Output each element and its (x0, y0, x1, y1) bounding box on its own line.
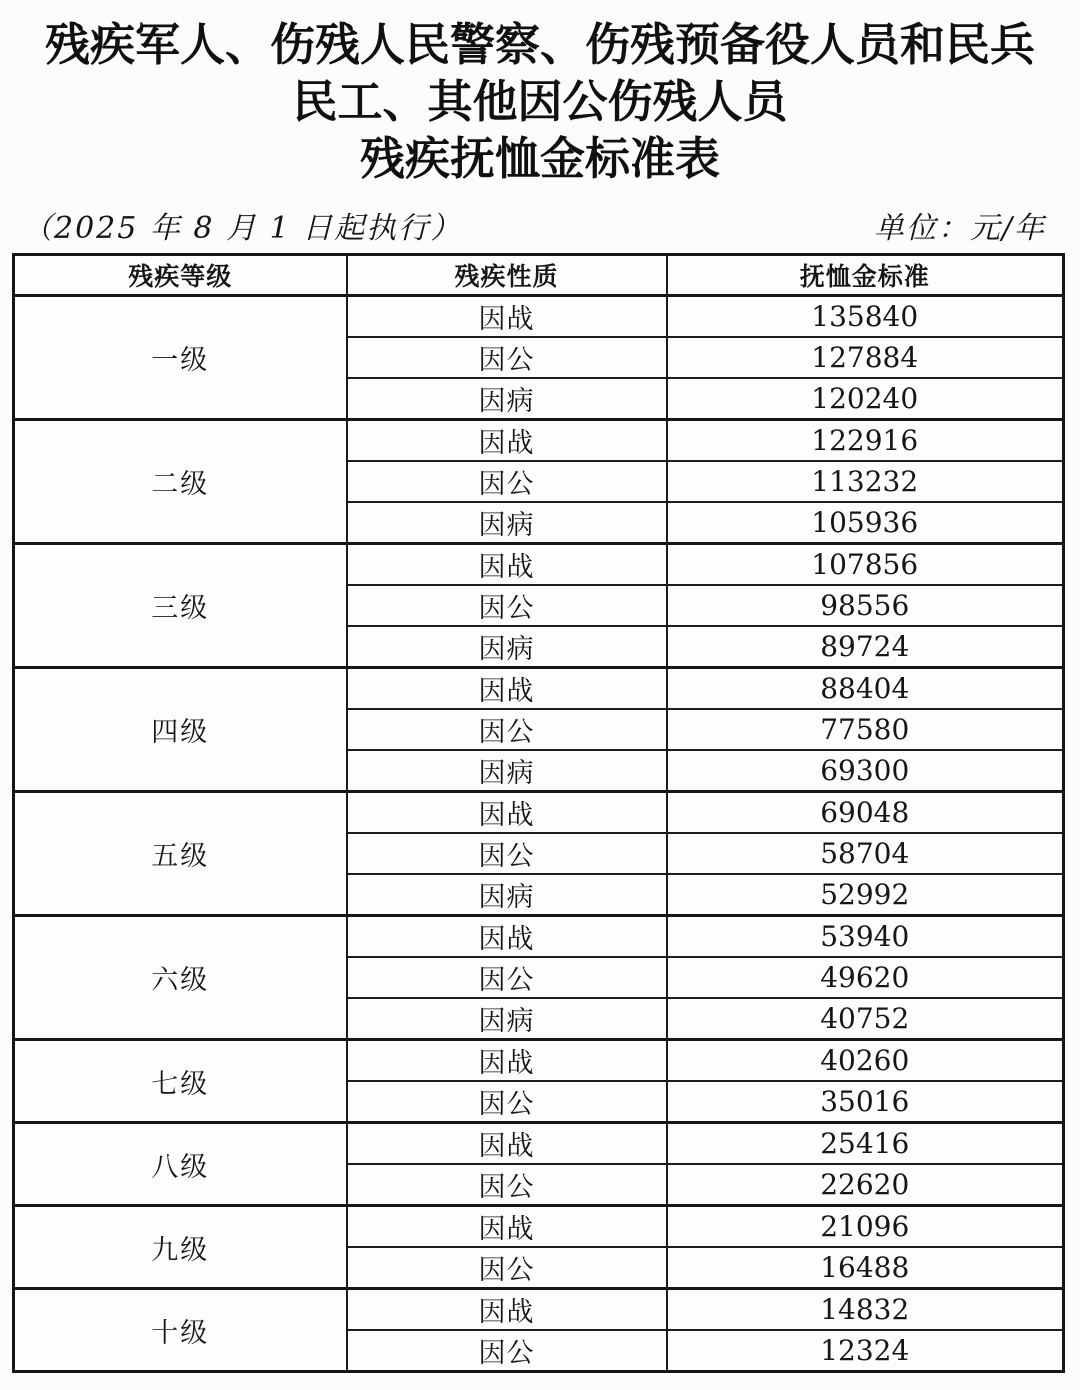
nature-cell: 因战 (347, 792, 667, 834)
amount-cell: 14832 (667, 1289, 1064, 1331)
nature-cell: 因公 (347, 1247, 667, 1289)
level-cell: 二级 (14, 420, 347, 544)
nature-cell: 因战 (347, 1123, 667, 1165)
amount-cell: 22620 (667, 1164, 1064, 1206)
nature-cell: 因公 (347, 957, 667, 998)
nature-cell: 因公 (347, 1081, 667, 1123)
nature-cell: 因战 (347, 544, 667, 586)
level-cell: 六级 (14, 916, 347, 1040)
nature-cell: 因病 (347, 874, 667, 916)
nature-cell: 因战 (347, 1206, 667, 1248)
table-row (14, 1040, 1064, 1082)
pension-standards-table (12, 253, 1065, 1373)
table-row (14, 1206, 1064, 1248)
amount-cell: 40260 (667, 1040, 1064, 1082)
level-cell: 八级 (14, 1123, 347, 1206)
amount-cell: 12324 (667, 1330, 1064, 1372)
nature-cell: 因病 (347, 502, 667, 544)
amount-cell: 98556 (667, 585, 1064, 626)
nature-cell: 因病 (347, 998, 667, 1040)
amount-cell: 16488 (667, 1247, 1064, 1289)
amount-cell: 40752 (667, 998, 1064, 1040)
amount-cell: 58704 (667, 833, 1064, 874)
unit-label: 单位：元/年 (873, 211, 1046, 246)
nature-cell: 因战 (347, 668, 667, 710)
table-row (14, 792, 1064, 834)
nature-cell: 因公 (347, 833, 667, 874)
nature-cell: 因战 (347, 916, 667, 958)
amount-cell: 113232 (667, 461, 1064, 502)
meta-row (22, 203, 1060, 247)
nature-cell: 因病 (347, 626, 667, 668)
column-header-nature: 残疾性质 (347, 255, 667, 296)
amount-cell: 69300 (667, 750, 1064, 792)
title-line-1: 残疾军人、伤残人民警察、伤残预备役人员和民兵 (44, 18, 1035, 71)
nature-cell: 因战 (347, 420, 667, 462)
level-cell: 七级 (14, 1040, 347, 1123)
amount-cell: 135840 (667, 296, 1064, 338)
nature-cell: 因战 (347, 296, 667, 338)
table-row (14, 544, 1064, 586)
nature-cell: 因公 (347, 337, 667, 378)
amount-cell: 88404 (667, 668, 1064, 710)
nature-cell: 因公 (347, 461, 667, 502)
nature-cell: 因公 (347, 585, 667, 626)
table-row (14, 668, 1064, 710)
title-line-2: 民工、其他因公伤残人员 (292, 75, 788, 128)
amount-cell: 35016 (667, 1081, 1064, 1123)
amount-cell: 107856 (667, 544, 1064, 586)
document-title (0, 0, 1080, 187)
nature-cell: 因病 (347, 378, 667, 420)
level-cell: 九级 (14, 1206, 347, 1289)
table-row (14, 296, 1064, 338)
column-header-level: 残疾等级 (14, 255, 347, 296)
table-row (14, 1123, 1064, 1165)
amount-cell: 21096 (667, 1206, 1064, 1248)
amount-cell: 120240 (667, 378, 1064, 420)
level-cell: 十级 (14, 1289, 347, 1372)
level-cell: 四级 (14, 668, 347, 792)
column-header-standard: 抚恤金标准 (667, 255, 1064, 296)
amount-cell: 69048 (667, 792, 1064, 834)
amount-cell: 122916 (667, 420, 1064, 462)
nature-cell: 因战 (347, 1289, 667, 1331)
table-header-row (14, 255, 1064, 296)
amount-cell: 25416 (667, 1123, 1064, 1165)
amount-cell: 77580 (667, 709, 1064, 750)
nature-cell: 因战 (347, 1040, 667, 1082)
amount-cell: 52992 (667, 874, 1064, 916)
table-row (14, 916, 1064, 958)
amount-cell: 53940 (667, 916, 1064, 958)
amount-cell: 105936 (667, 502, 1064, 544)
table-row (14, 1289, 1064, 1331)
level-cell: 三级 (14, 544, 347, 668)
nature-cell: 因病 (347, 750, 667, 792)
amount-cell: 127884 (667, 337, 1064, 378)
nature-cell: 因公 (347, 1164, 667, 1206)
title-line-3: 残疾抚恤金标准表 (359, 132, 720, 185)
level-cell: 一级 (14, 296, 347, 420)
nature-cell: 因公 (347, 709, 667, 750)
nature-cell: 因公 (347, 1330, 667, 1372)
amount-cell: 49620 (667, 957, 1064, 998)
table-row (14, 420, 1064, 462)
effective-date-note: （2025 年 8 月 1 日起执行） (22, 211, 463, 246)
level-cell: 五级 (14, 792, 347, 916)
amount-cell: 89724 (667, 626, 1064, 668)
